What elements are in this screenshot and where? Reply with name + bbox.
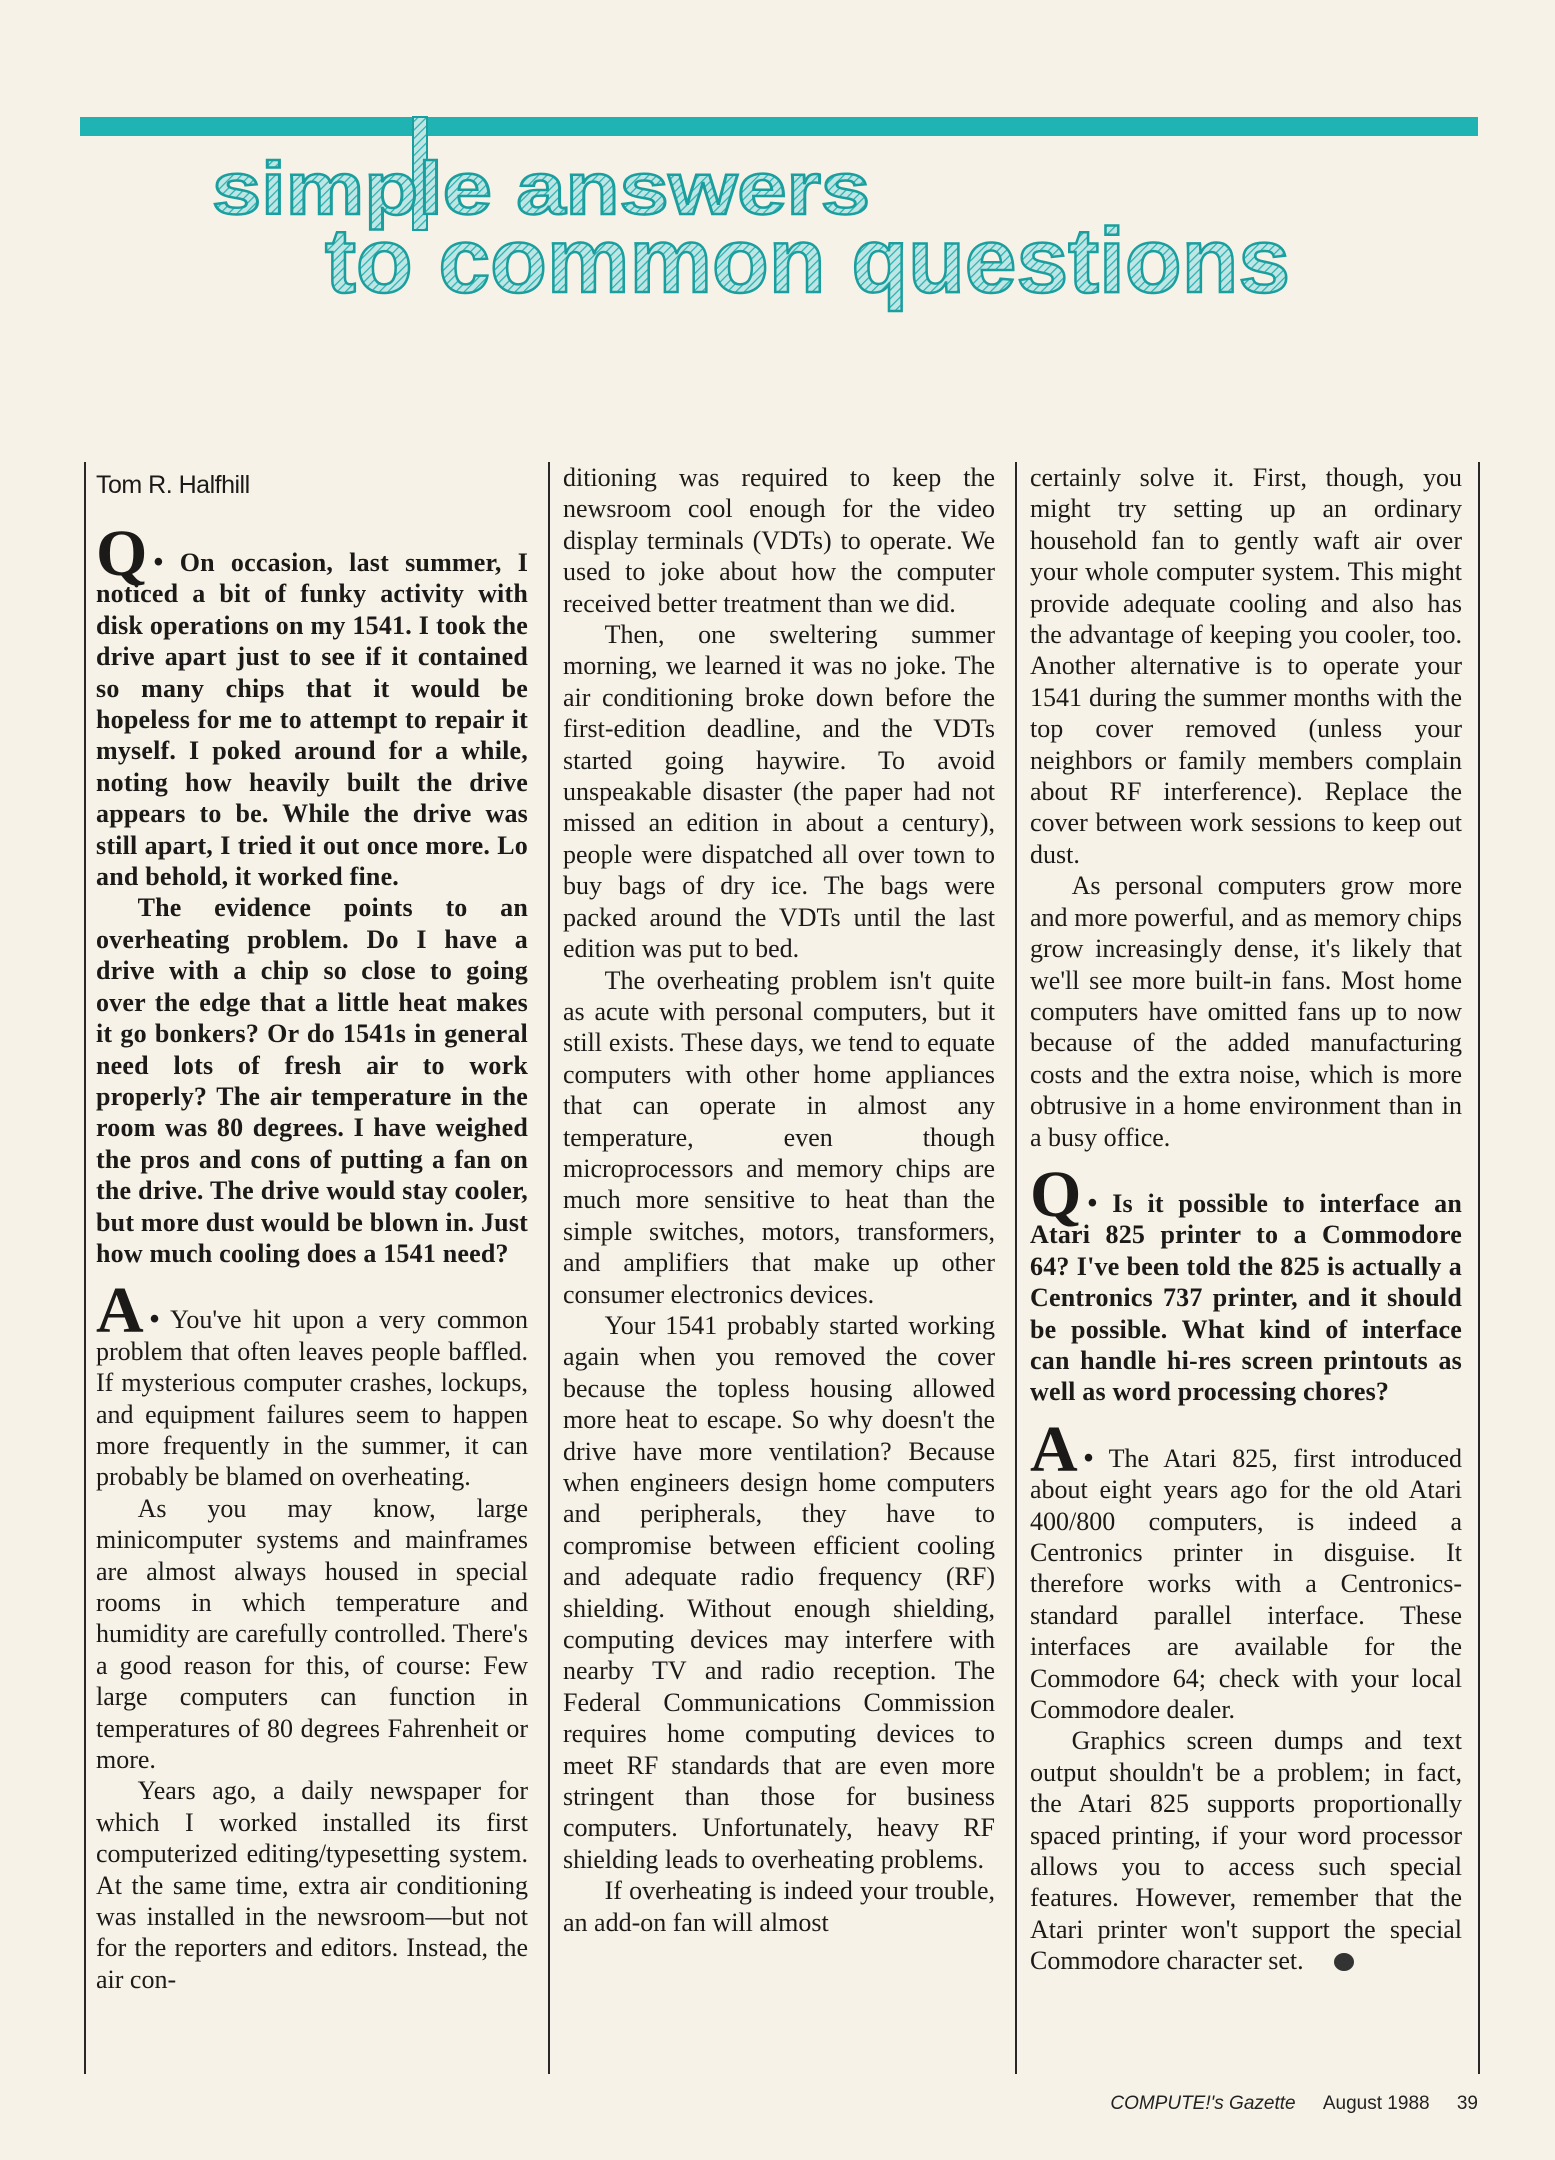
column-rule-1 [548,462,550,2074]
end-mark-icon [1334,1953,1354,1971]
paragraph: Your 1541 probably started working again when you removed the cover because the topless housing allowed more heat to escape. So why doesn't the drive have more ventilation? Because when engineers design home computers and peripherals, they have to compromise between efficient cooling and adequate radio frequency (RF) shielding. Without enough shielding, computing devices may interfere with nearby TV and radio reception. The Federal Communications Commission requires home computing devices to meet RF standards that are even more stringent than those for business computers. Unfortunately, heavy RF shielding leads to overheating problems. [563,1310,995,1874]
question-1-paragraph-2: The evidence points to an overheating problem. Do I have a drive with a chip so close to going over the edge that a little heat makes it go bonkers? Or do 1541s in general need lots of fresh air to work properly? The air temperature in the room was 80 degrees. I have weighed the pros and cons of putting a fan on the drive. The drive would stay cooler, but more dust would be blown in. Just how much cooling does a 1541 need? [96,893,528,1268]
article-title-banner [0,0,1555,330]
a-drop-cap: A [96,1274,144,1348]
q-drop-cap: Q [96,517,148,590]
paragraph: Then, one sweltering summer morning, we learned it was no joke. The air conditioning broke down before the first-edition deadline, and the VDTs started going haywire. To avoid unspeakable disaster (the paper had not missed an edition in about a century), people were dispatched all over town to buy bags of dry ice. The bags were packed around the VDTs until the last edition was put to bed. [563,620,995,964]
q-dot: • [1087,1187,1098,1219]
title-line-2: to common questions [325,210,1290,312]
paragraph: ditioning was required to keep the newsroom cool enough for the video display terminals (VDTs) to operate. We used to joke about how the computer received better treatment than we did. [563,463,995,618]
paragraph: As personal computers grow more and more powerful, and as memory chips grow increasingly dense, it's likely that we'll see more built-in fans. Most home computers have omitted fans up to now because of the added manufacturing costs and the extra noise, which is more obtrusive in a home environment than in a busy office. [1030,871,1462,1152]
paragraph: The overheating problem isn't quite as acute with personal computers, but it still exists. These days, we tend to equate computers with other home appliances that can operate in almost any temperature, even though microprocessors and memory chips are much more sensitive to heat than the simple switches, motors, transformers, and amplifiers that make up other consumer electronics devices. [563,965,995,1309]
question-1 [96,517,529,892]
column-rule-left [84,462,86,2074]
a-dot: • [149,1304,160,1336]
column-1 [96,462,528,1995]
page-footer [1110,2093,1478,2115]
q-dot: • [153,547,164,578]
paragraph: certainly solve it. First, though, you might try setting up an ordinary household fan to gently waft air over your whole computer system. This might provide adequate cooling and also has the advantage of keeping you cooler, too. Another alternative is to operate your 1541 during the summer months with the top cover removed (unless your neighbors or family members complain about RF interference). Replace the cover between work sessions to keep out dust. [1030,463,1462,869]
final-paragraph-text: Graphics screen dumps and text output shouldn't be a problem; in fact, the Atari 825 supports proportionally spaced printing, if your word processor allows you to access such special features. However, remember that the Atari printer won't support the special Commodore character set. [1030,1726,1462,1976]
issue-date: August 1988 [1322,2093,1430,2114]
answer-1-text: You've hit upon a very common problem that often leaves people baffled. If mysterious computer crashes, lockups, and equipment failures seem to happen more frequently in the summer, it can probably be blamed on overheating. [96,1305,528,1492]
paragraph [1030,1725,1462,1976]
question-1-text: On occasion, last summer, I noticed a bit of funky activity with disk operations on my 1541. I took the drive apart just to see if it contained so many chips that it would be hopeless for me to attempt to repair it myself. I poked around for a while, noting how heavily built the drive appears to be. While the drive was still apart, I tried it out once more. Lo and behold, it worked fine. [96,548,529,892]
column-rule-2 [1015,462,1017,2074]
accent-bar [80,117,1478,136]
page-number: 39 [1456,2093,1478,2114]
column-rule-right [1478,462,1480,2074]
a-dot: • [1083,1442,1094,1474]
question-2 [1030,1157,1462,1408]
a-drop-cap: A [1030,1412,1078,1486]
column-3 [1030,462,1462,1977]
paragraph: As you may know, large minicomputer systems and mainframes are almost always housed in special rooms in which temperature and humidity are carefully controlled. There's a good reason for this, of course: Few large computers can function in temperatures of 80 degrees Fahrenheit or more. [96,1493,528,1775]
answer-1 [96,1274,528,1492]
question-2-text: Is it possible to interface an Atari 825 printer to a Commodore 64? I've been told the 825 is actually a Centronics 737 printer, and it should be possible. What kind of interface can handle hi-res screen printouts as well as word processing chores? [1030,1188,1462,1407]
byline: Tom R. Halfhill [96,471,250,499]
answer-2-text: The Atari 825, first introduced about eight years ago for the old Atari 400/800 computers, is indeed a Centronics printer in disguise. It therefore works with a Centronics-standard parallel interface. These interfaces are available for the Commodore 64; check with your local Commodore dealer. [1030,1443,1463,1725]
column-2 [563,462,995,1938]
title-line-1: simple answers [212,147,870,230]
answer-2 [1030,1412,1463,1726]
paragraph: Years ago, a daily newspaper for which I worked installed its first computerized editing/typesetting system. At the same time, extra air conditioning was installed in the newsroom—but not for the reporters and editors. Instead, the air con- [96,1776,528,1994]
q-drop-cap: Q [1030,1157,1082,1231]
magazine-name: COMPUTE!'s Gazette [1110,2093,1296,2114]
paragraph: If overheating is indeed your trouble, an add-on fan will almost [563,1876,995,1937]
